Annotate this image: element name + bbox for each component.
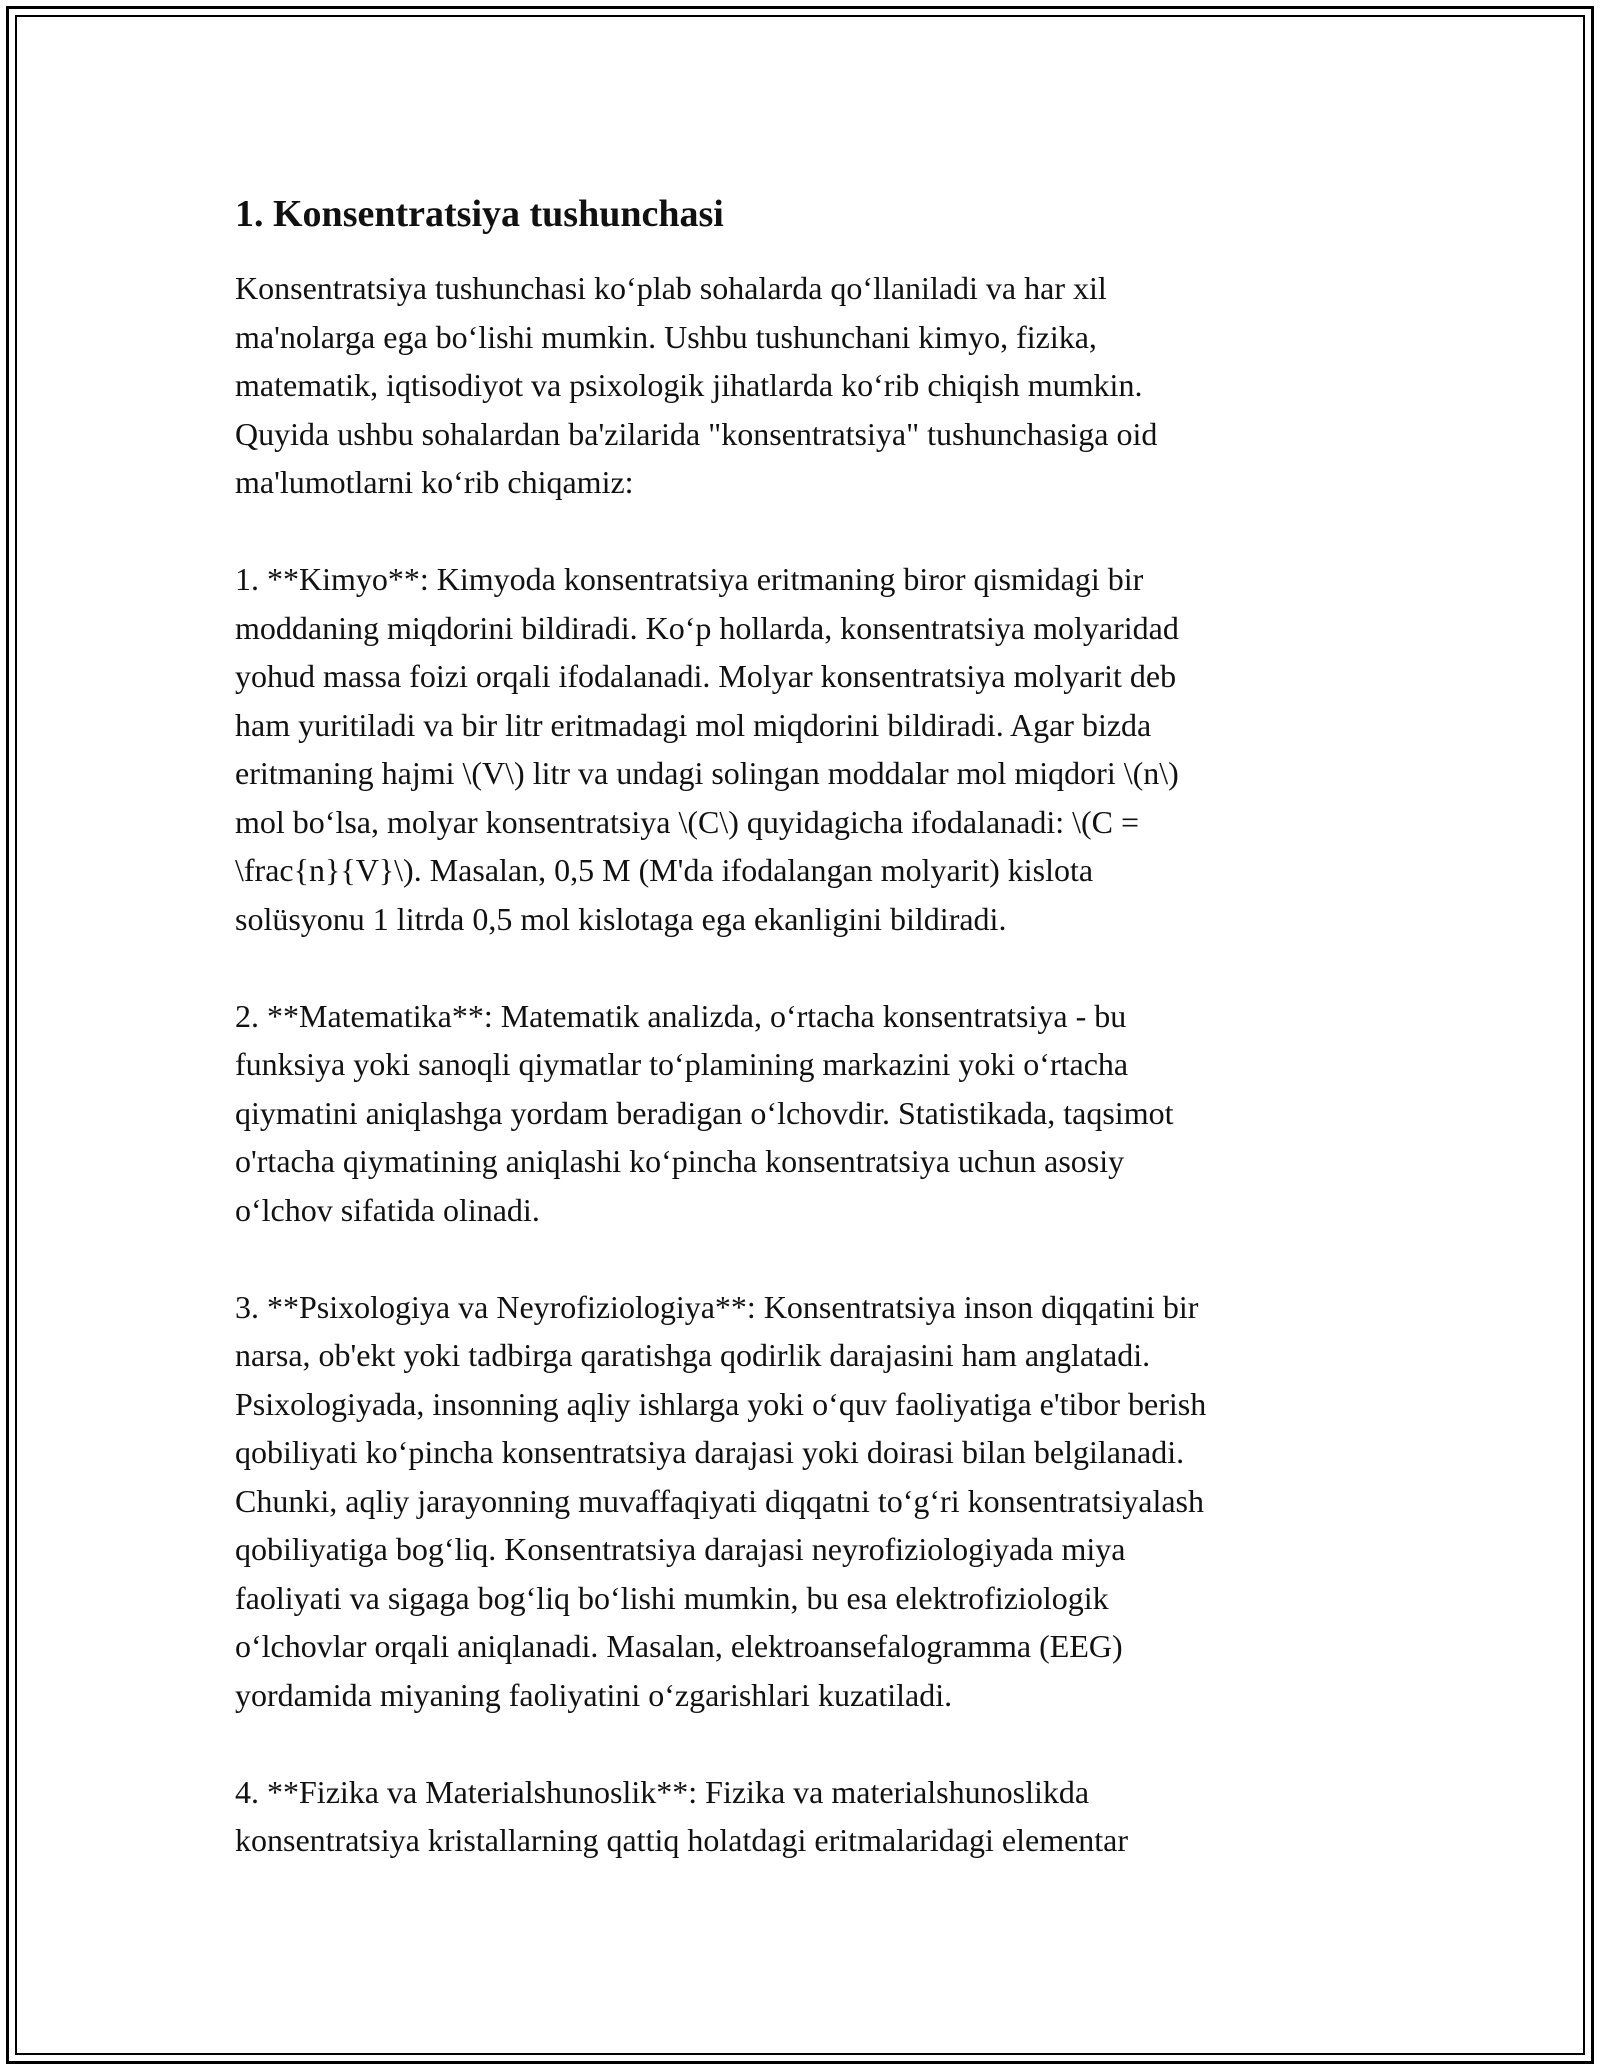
text-line: yordamida miyaning faoliyatini o‘zgarishlari kuzatiladi. (235, 1676, 953, 1713)
section-heading: 1. Konsentratsiya tushunchasi (235, 193, 724, 235)
text-line: ham yuritiladi va bir litr eritmadagi mol miqdorini bildiradi. Agar bizda (235, 706, 1152, 743)
text-line: 2. **Matematika**: Matematik analizda, o‘rtacha konsentratsiya - bu (235, 997, 1127, 1034)
text-line: yohud massa foizi orqali ifodalanadi. Molyar konsentratsiya molyarit deb (235, 658, 1177, 694)
text-line: qobiliyatiga bog‘liq. Konsentratsiya darajasi neyrofiziologiyada miya (235, 1531, 1126, 1567)
document-body (235, 186, 1375, 1913)
paragraph-kimyo (235, 555, 1375, 943)
paragraph-psixologiya (235, 1283, 1375, 1720)
paragraph-fizika (235, 1768, 1375, 1865)
text-line: Chunki, aqliy jarayonning muvaffaqiyati diqqatni to‘g‘ri konsentratsiyalash (235, 1482, 1204, 1519)
text-line: matematik, iqtisodiyot va psixologik jihatlarda ko‘rib chiqish mumkin. (235, 367, 1143, 403)
text-line: moddaning miqdorini bildiradi. Ko‘p hollarda, konsentratsiya molyaridad (235, 609, 1179, 646)
text-line: funksiya yoki sanoqli qiymatlar to‘plamining markazini yoki o‘rtacha (235, 1046, 1129, 1082)
text-line: \frac{n}{V}\). Masalan, 0,5 M (M'da ifodalangan molyarit) kislota (235, 852, 1094, 888)
text-line: mol bo‘lsa, molyar konsentratsiya \(C\) quyidagicha ifodalanadi: \(C = (235, 803, 1140, 840)
text-line: o‘lchovlar orqali aniqlanadi. Masalan, elektroansefalogramma (EEG) (235, 1628, 1123, 1664)
text-line: o‘lchov sifatida olinadi. (235, 1191, 540, 1228)
text-line: faoliyati va sigaga bog‘liq bo‘lishi mumkin, bu esa elektrofiziologik (235, 1579, 1109, 1616)
paragraph-matematika (235, 992, 1375, 1235)
text-line: 3. **Psixologiya va Neyrofiziologiya**: Konsentratsiya inson diqqatini bir (235, 1288, 1199, 1325)
text-line: Konsentratsiya tushunchasi ko‘plab sohalarda qo‘llaniladi va har xil (235, 270, 1107, 306)
text-line: ma'nolarga ega bo‘lishi mumkin. Ushbu tushunchani kimyo, fizika, (235, 318, 1097, 355)
paragraph-intro (235, 264, 1375, 507)
text-line: eritmaning hajmi \(V\) litr va undagi solingan moddalar mol miqdori \(n\) (235, 755, 1179, 791)
text-line: Quyida ushbu sohalardan ba'zilarida "konsentratsiya" tushunchasiga oid (235, 415, 1158, 452)
text-line: 4. **Fizika va Materialshunoslik**: Fizika va materialshunoslikda (235, 1773, 1090, 1810)
text-line: Psixologiyada, insonning aqliy ishlarga yoki o‘quv faoliyatiga e'tibor berish (235, 1385, 1207, 1422)
text-line: ma'lumotlarni ko‘rib chiqamiz: (235, 464, 634, 500)
text-line: narsa, ob'ekt yoki tadbirga qaratishga qodirlik darajasini ham anglatadi. (235, 1337, 1151, 1373)
text-line: solüsyonu 1 litrda 0,5 mol kislotaga ega ekanligini bildiradi. (235, 900, 1007, 937)
text-line: qiymatini aniqlashga yordam beradigan o‘lchovdir. Statistikada, taqsimot (235, 1094, 1174, 1131)
text-line: konsentratsiya kristallarning qattiq holatdagi eritmalaridagi elementar (235, 1822, 1129, 1858)
text-line: 1. **Kimyo**: Kimyoda konsentratsiya eritmaning biror qismidagi bir (235, 561, 1144, 597)
text-line: qobiliyati ko‘pincha konsentratsiya darajasi yoki doirasi bilan belgilanadi. (235, 1434, 1185, 1470)
text-line: o'rtacha qiymatining aniqlashi ko‘pincha konsentratsiya uchun asosiy (235, 1143, 1125, 1179)
